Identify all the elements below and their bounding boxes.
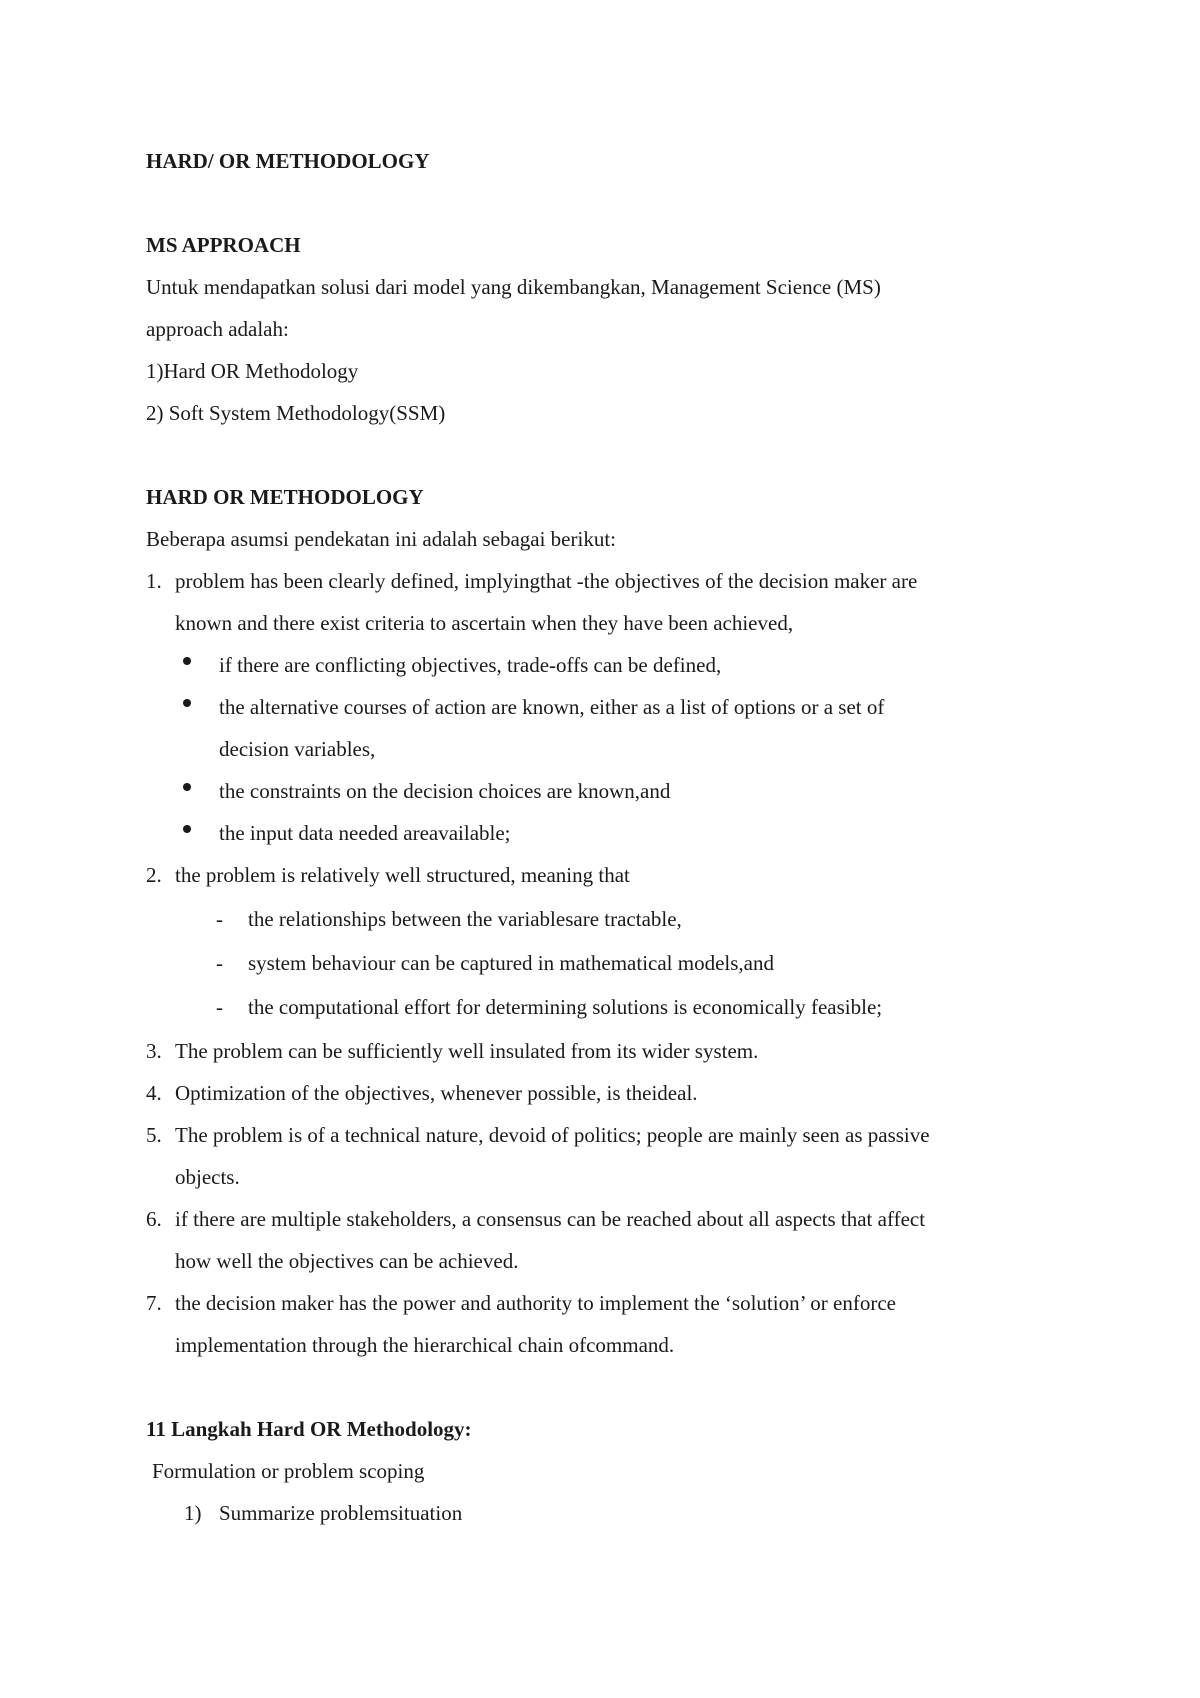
sub-dash-1: the relationships between the variablesare tractable, — [248, 907, 682, 931]
item-6-line-2: how well the objectives can be achieved. — [175, 1249, 519, 1273]
list-number-1: 1. — [146, 569, 162, 593]
sub-dash-3: the computational effort for determining solutions is economically feasible; — [248, 995, 883, 1019]
item-5-line-1: The problem is of a technical nature, devoid of politics; people are mainly seen as passive — [175, 1123, 930, 1147]
item-1-line-1: problem has been clearly defined, implyingthat -the objectives of the decision maker are — [175, 569, 918, 593]
sub-bullet-2-cont: decision variables, — [219, 737, 376, 761]
steps-heading: 11 Langkah Hard OR Methodology: — [146, 1417, 472, 1441]
bullet-icon — [183, 783, 191, 791]
list-number-4: 4. — [146, 1081, 162, 1105]
list-number-5: 5. — [146, 1123, 162, 1147]
dash-marker: - — [216, 907, 223, 931]
sub-bullet-1: if there are conflicting objectives, trade-offs can be defined, — [219, 653, 722, 677]
steps-item-number-1: 1) — [184, 1501, 202, 1525]
sub-bullet-3: the constraints on the decision choices are known,and — [219, 779, 671, 803]
steps-subheading: Formulation or problem scoping — [152, 1459, 425, 1483]
sub-bullet-2: the alternative courses of action are known, either as a list of options or a set of — [219, 695, 885, 719]
bullet-icon — [183, 825, 191, 833]
item-7-line-2: implementation through the hierarchical chain ofcommand. — [175, 1333, 675, 1357]
steps-item-1: Summarize problemsituation — [219, 1501, 463, 1525]
ms-approach-heading: MS APPROACH — [146, 233, 301, 257]
item-2-line-1: the problem is relatively well structured, meaning that — [175, 863, 630, 887]
sub-bullet-4: the input data needed areavailable; — [219, 821, 511, 845]
ms-intro-line-2: approach adalah: — [146, 317, 289, 341]
hard-or-heading: HARD OR METHODOLOGY — [146, 485, 424, 509]
dash-marker: - — [216, 995, 223, 1019]
list-number-6: 6. — [146, 1207, 162, 1231]
ms-intro-line-1: Untuk mendapatkan solusi dari model yang dikembangkan, Management Science (MS) — [146, 275, 881, 299]
item-4-line-1: Optimization of the objectives, whenever possible, is theideal. — [175, 1081, 698, 1105]
item-3-line-1: The problem can be sufficiently well insulated from its wider system. — [175, 1039, 759, 1063]
item-7-line-1: the decision maker has the power and authority to implement the ‘solution’ or enforce — [175, 1291, 896, 1315]
sub-dash-2: system behaviour can be captured in mathematical models,and — [248, 951, 774, 975]
list-number-3: 3. — [146, 1039, 162, 1063]
item-6-line-1: if there are multiple stakeholders, a consensus can be reached about all aspects that affect — [175, 1207, 926, 1231]
document-title: HARD/ OR METHODOLOGY — [146, 149, 430, 173]
bullet-icon — [183, 657, 191, 665]
list-number-2: 2. — [146, 863, 162, 887]
ms-list-item-1: 1)Hard OR Methodology — [146, 359, 359, 383]
list-number-7: 7. — [146, 1291, 162, 1315]
ms-list-item-2: 2) Soft System Methodology(SSM) — [146, 401, 446, 425]
hard-or-intro: Beberapa asumsi pendekatan ini adalah sebagai berikut: — [146, 527, 616, 551]
bullet-icon — [183, 699, 191, 707]
item-5-line-2: objects. — [175, 1165, 240, 1189]
dash-marker: - — [216, 951, 223, 975]
item-1-line-2: known and there exist criteria to ascertain when they have been achieved, — [175, 611, 794, 635]
